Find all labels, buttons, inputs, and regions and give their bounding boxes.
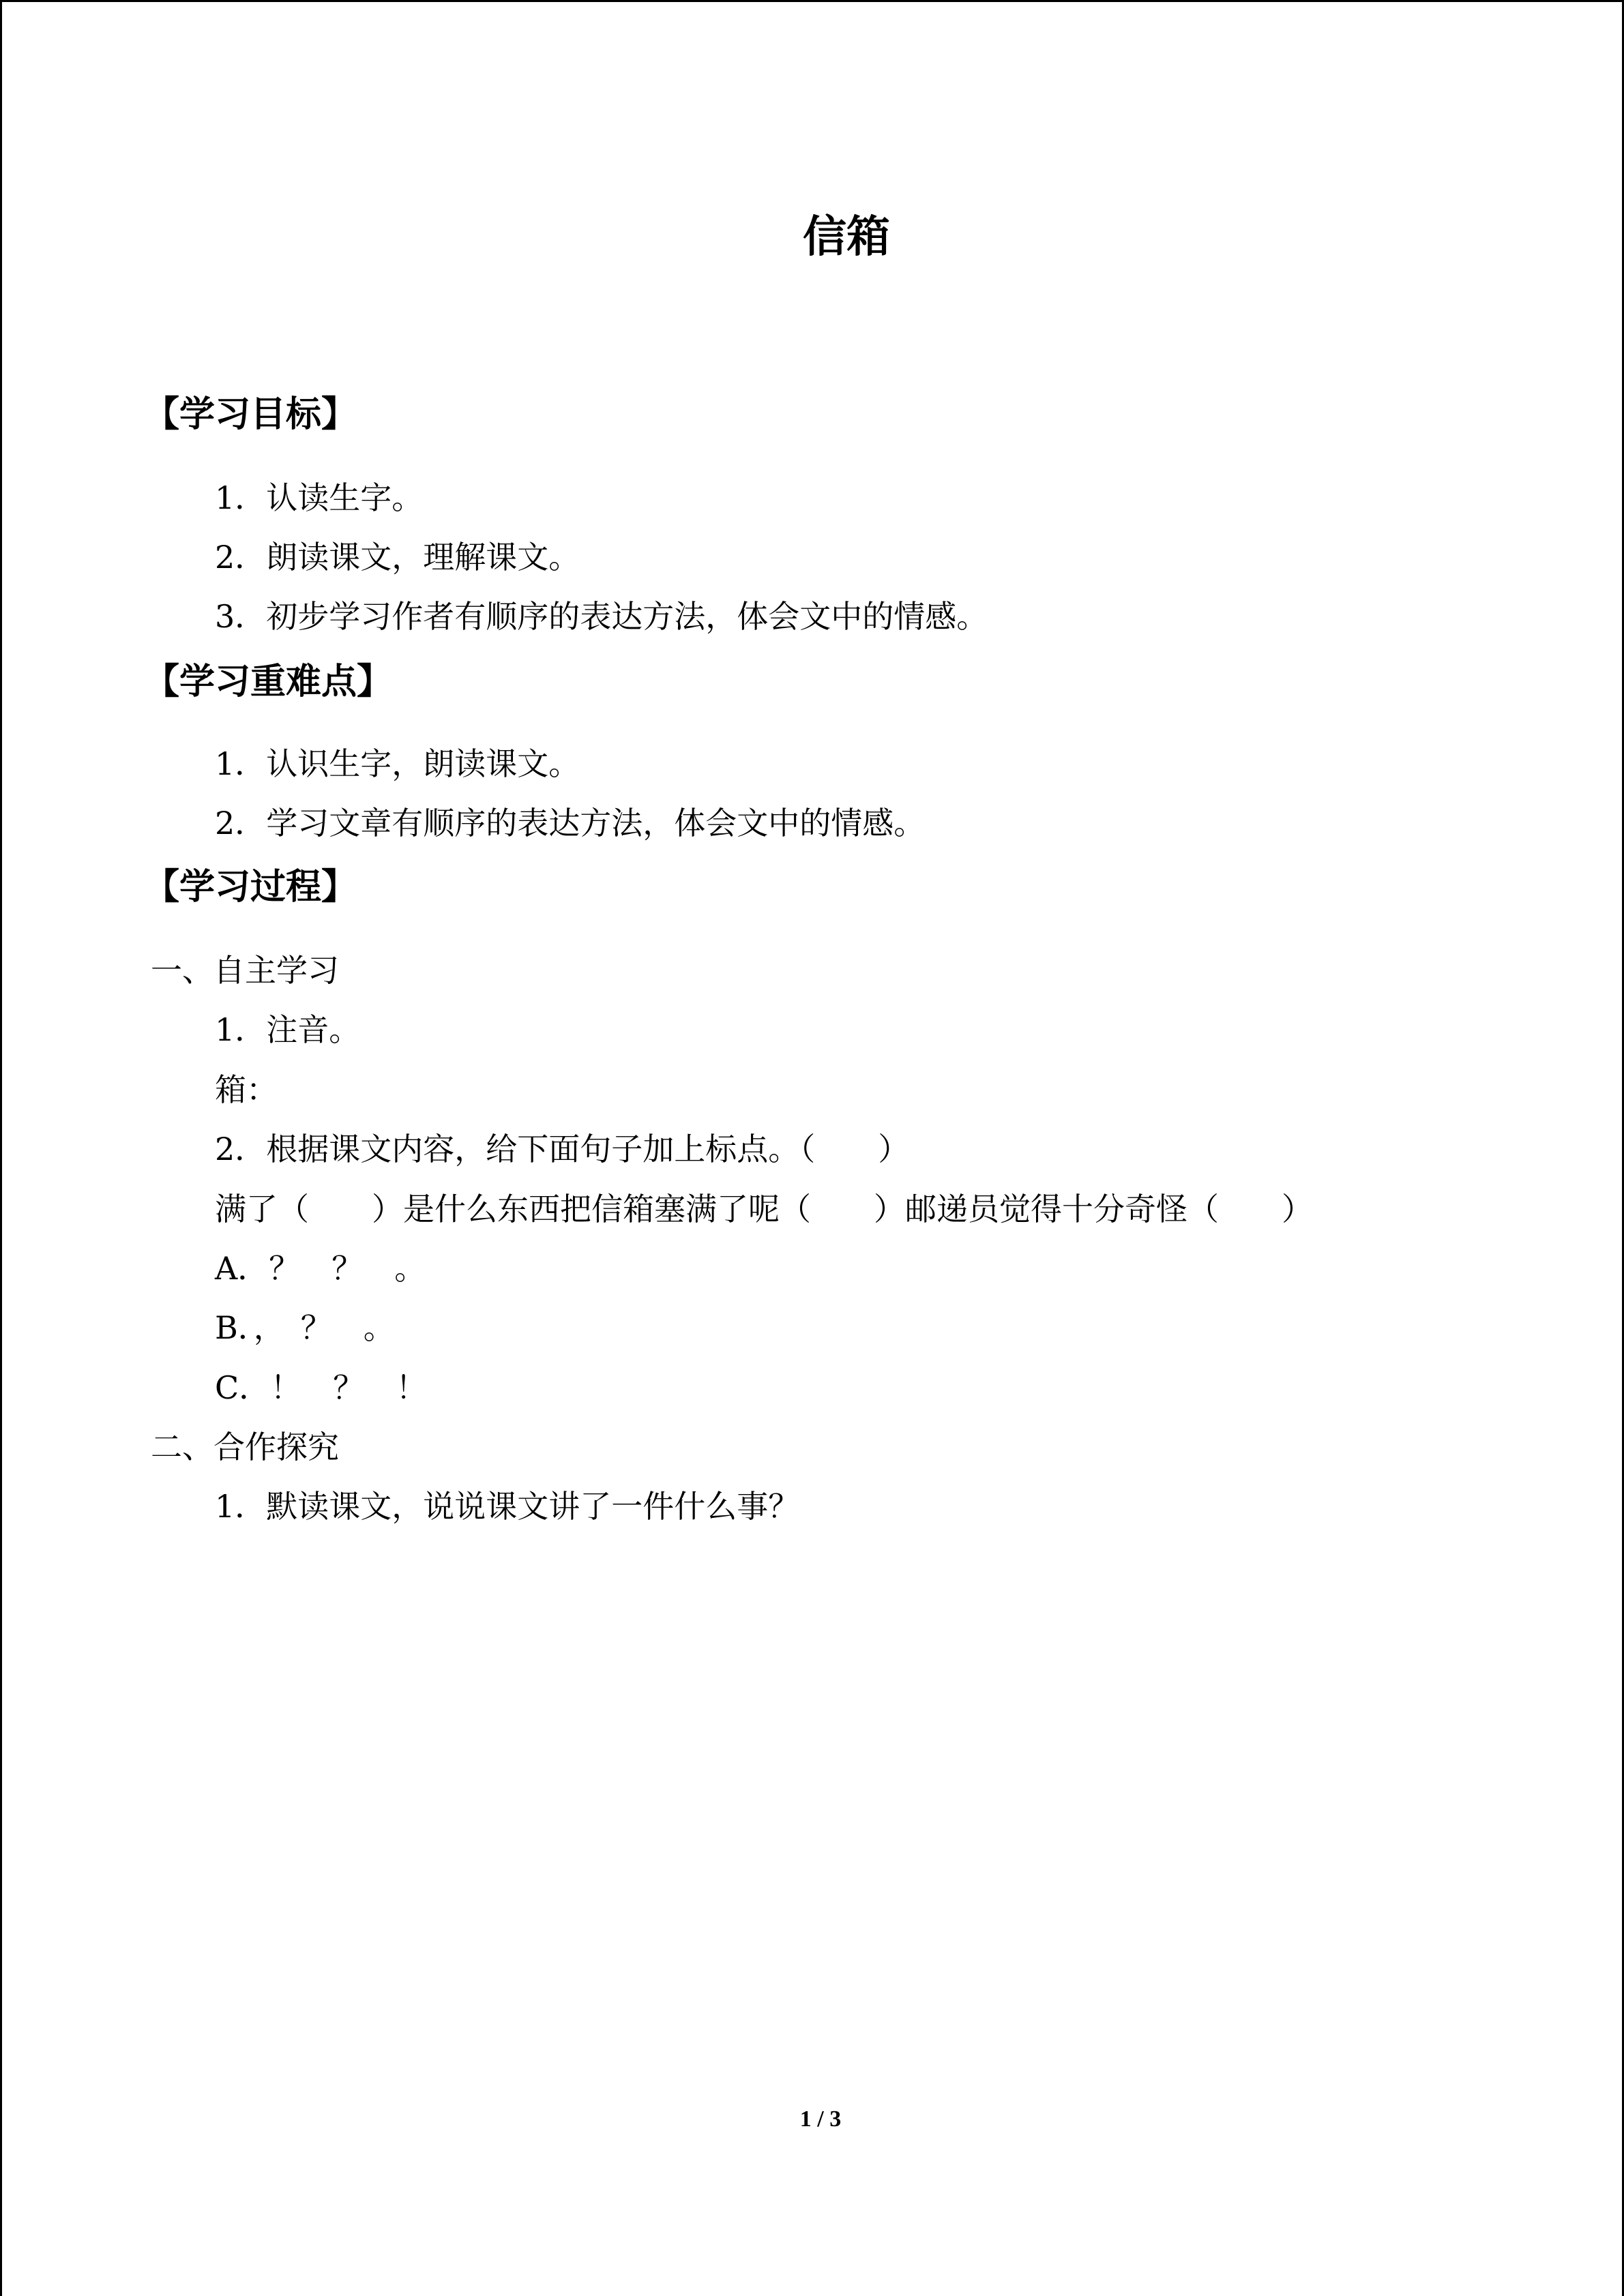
option-c: C．！ ？ ！	[215, 1369, 428, 1406]
exercise-line: 2．根据课文内容，给下面句子加上标点。（ ）	[215, 1131, 910, 1167]
section-heading-goals: 【学习目标】	[144, 394, 357, 435]
exercise-line: 1．注音。	[215, 1011, 361, 1048]
option-a: A．？ ？ 。	[215, 1250, 426, 1287]
part-title-self-study: 一、自主学习	[151, 952, 339, 989]
goal-item: 2．朗读课文，理解课文。	[215, 539, 580, 576]
exercise-line: 箱：	[215, 1071, 278, 1108]
goal-item: 1．认读生字。	[215, 479, 424, 516]
option-b: B．， ？ 。	[215, 1309, 395, 1346]
section-heading-key-points: 【学习重难点】	[144, 661, 393, 702]
part-title-cooperation: 二、合作探究	[151, 1429, 339, 1465]
page-title: 信箱	[803, 212, 890, 263]
exercise-sentence: 满了（ ）是什么东西把信箱塞满了呢（ ）邮递员觉得十分奇怪（ ）	[215, 1191, 1313, 1227]
page-number: 1 / 3	[799, 2106, 842, 2132]
key-point-item: 2．学习文章有顺序的表达方法，体会文中的情感。	[215, 805, 926, 841]
section-heading-process: 【学习过程】	[144, 867, 357, 908]
key-point-item: 1．认识生字，朗读课文。	[215, 745, 580, 782]
goal-item: 3．初步学习作者有顺序的表达方法，体会文中的情感。	[215, 598, 988, 635]
exercise-line: 1．默读课文，说说课文讲了一件什么事？	[215, 1488, 800, 1525]
